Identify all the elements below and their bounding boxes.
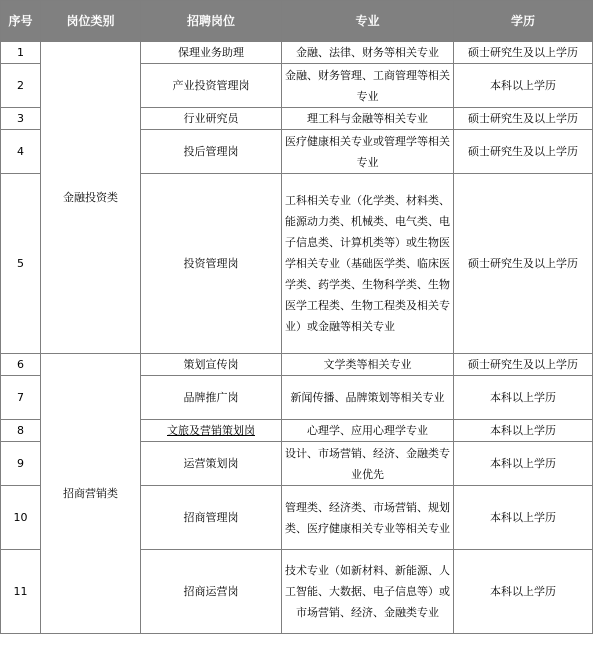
row-education: 本科以上学历	[454, 64, 593, 108]
row-index: 9	[1, 442, 41, 486]
row-major: 医疗健康相关专业或管理学等相关专业	[282, 130, 454, 174]
header-index: 序号	[1, 1, 41, 42]
row-major: 金融、财务管理、工商管理等相关专业	[282, 64, 454, 108]
row-education: 本科以上学历	[454, 550, 593, 634]
header-row	[1, 1, 593, 42]
row-position: 招商运营岗	[141, 550, 282, 634]
row-major: 理工科与金融等相关专业	[282, 108, 454, 130]
row-index: 3	[1, 108, 41, 130]
row-position: 投后管理岗	[141, 130, 282, 174]
row-major: 管理类、经济类、市场营销、规划类、医疗健康相关专业等相关专业	[282, 486, 454, 550]
row-position: 产业投资管理岗	[141, 64, 282, 108]
row-index: 8	[1, 420, 41, 442]
row-major: 心理学、应用心理学专业	[282, 420, 454, 442]
row-index: 10	[1, 486, 41, 550]
row-index: 11	[1, 550, 41, 634]
row-major: 技术专业（如新材料、新能源、人工智能、大数据、电子信息等）或市场营销、经济、金融类专业	[282, 550, 454, 634]
row-position: 品牌推广岗	[141, 376, 282, 420]
header-position: 招聘岗位	[141, 1, 282, 42]
row-position: 策划宣传岗	[141, 354, 282, 376]
row-education: 硕士研究生及以上学历	[454, 354, 593, 376]
row-index: 5	[1, 174, 41, 354]
category-cell-finance: 金融投资类	[41, 42, 141, 354]
row-major: 金融、法律、财务等相关专业	[282, 42, 454, 64]
header-major: 专业	[282, 1, 454, 42]
row-index: 6	[1, 354, 41, 376]
row-major: 设计、市场营销、经济、金融类专业优先	[282, 442, 454, 486]
header-category: 岗位类别	[41, 1, 141, 42]
row-position: 运营策划岗	[141, 442, 282, 486]
row-major: 新闻传播、品牌策划等相关专业	[282, 376, 454, 420]
row-position: 投资管理岗	[141, 174, 282, 354]
row-index: 1	[1, 42, 41, 64]
row-education: 硕士研究生及以上学历	[454, 108, 593, 130]
row-major: 工科相关专业（化学类、材料类、能源动力类、机械类、电气类、电子信息类、计算机类等）或生物医学相关专业（基础医学类、临床医学类、药学类、生物科学类、生物医学工程类、生物工程类及相关专业）或金融等相关专业	[282, 174, 454, 354]
row-position: 招商管理岗	[141, 486, 282, 550]
row-index: 4	[1, 130, 41, 174]
table-row	[1, 354, 593, 376]
row-position: 保理业务助理	[141, 42, 282, 64]
row-education: 本科以上学历	[454, 420, 593, 442]
table-row	[1, 42, 593, 64]
row-education: 本科以上学历	[454, 442, 593, 486]
row-education: 本科以上学历	[454, 376, 593, 420]
row-index: 7	[1, 376, 41, 420]
row-position: 行业研究员	[141, 108, 282, 130]
row-major: 文学类等相关专业	[282, 354, 454, 376]
row-education: 硕士研究生及以上学历	[454, 42, 593, 64]
row-education: 硕士研究生及以上学历	[454, 130, 593, 174]
category-cell-marketing: 招商营销类	[41, 354, 141, 634]
row-education: 硕士研究生及以上学历	[454, 174, 593, 354]
row-education: 本科以上学历	[454, 486, 593, 550]
row-position: 文旅及营销策划岗	[141, 420, 282, 442]
row-index: 2	[1, 64, 41, 108]
header-education: 学历	[454, 1, 593, 42]
